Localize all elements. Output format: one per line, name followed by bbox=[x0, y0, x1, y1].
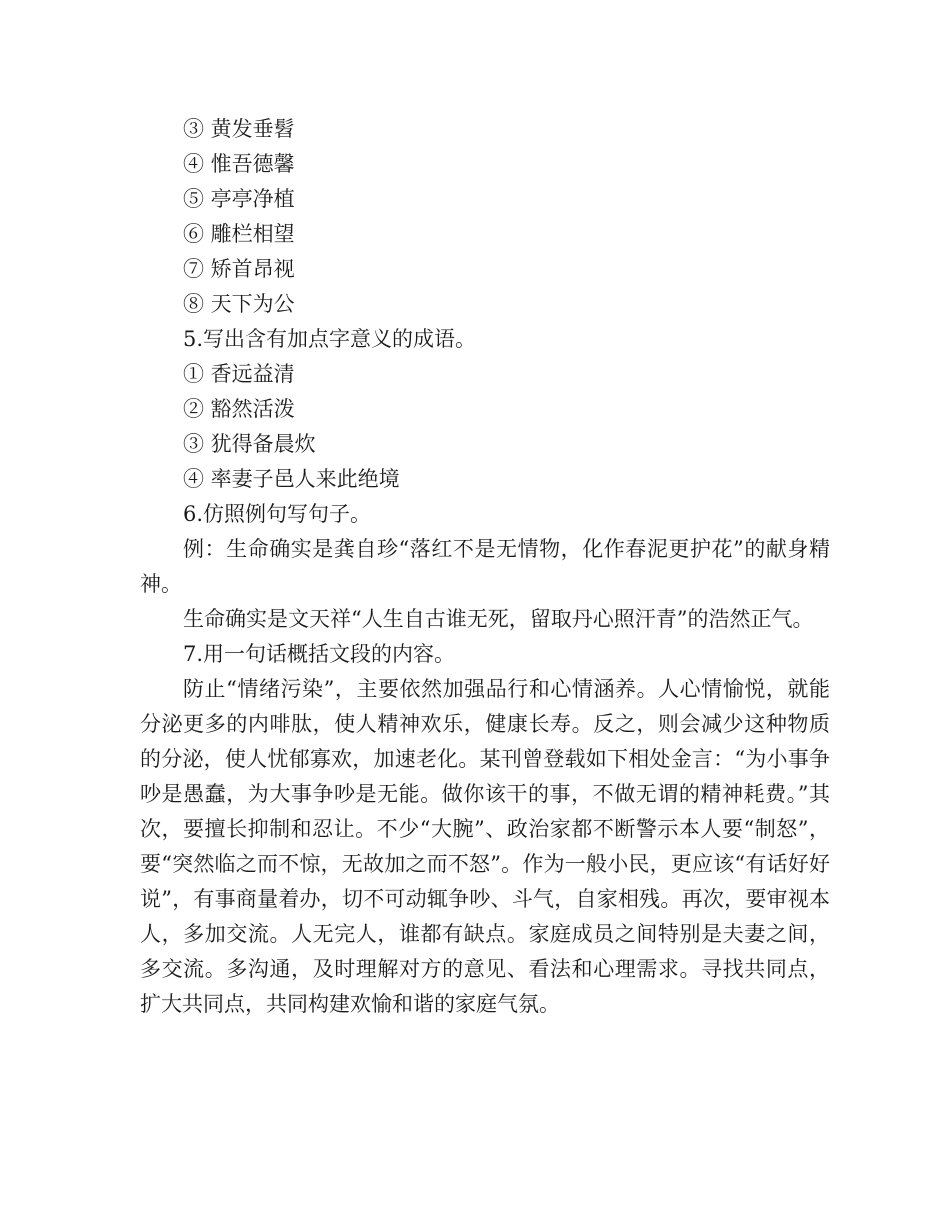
question-7-passage: 防止“情绪污染”，主要依然加强品行和心情涵养。人心情愉悦，就能分泌更多的内啡肽，使人精神欢乐，健康长寿。反之，则会减少这种物质的分泌，使人忧郁寡欢，加速老化。某刊曾登载如下相处金言：“为小事争吵是愚蠢，为大事争吵是无能。做你该干的事，不做无谓的精神耗费。”其次，要擅长抑制和忍让。不少“大腕”、政治家都不断警示本人要“制怒”，要“突然临之而不惊，无故加之而不怒”。作为一般小民，更应该“有话好好说”，有事商量着办，切不可动辄争吵、斗气，自家相残。再次，要审视本人，多加交流。人无完人，谁都有缺点。家庭成员之间特别是夫妻之间，多交流。多沟通，及时理解对方的意见、看法和心理需求。寻找共同点，扩大共同点，共同构建欢愉和谐的家庭气氛。 bbox=[140, 677, 830, 1016]
list-item: ④ 率妻子邑人来此绝境 bbox=[183, 467, 400, 491]
question-6-example: 例：生命确实是龚自珍“落红不是无情物，化作春泥更护花”的献身精神。 bbox=[140, 537, 830, 596]
list-item: ⑥ 雕栏相望 bbox=[183, 222, 295, 246]
list-item: ⑤ 亭亭净植 bbox=[183, 187, 295, 211]
list-item: ① 香远益清 bbox=[183, 362, 295, 386]
question-5-heading: 5.写出含有加点字意义的成语。 bbox=[183, 327, 477, 351]
list-item: ④ 惟吾德馨 bbox=[183, 152, 295, 176]
list-item: ② 豁然活泼 bbox=[183, 397, 295, 421]
document-body bbox=[140, 112, 830, 1022]
question-6-answer: 生命确实是文天祥“人生自古谁无死，留取丹心照汗青”的浩然正气。 bbox=[183, 607, 814, 631]
list-item: ⑦ 矫首昂视 bbox=[183, 257, 295, 281]
list-item: ③ 犹得备晨炊 bbox=[183, 432, 316, 456]
question-7-heading: 7.用一句话概括文段的内容。 bbox=[183, 642, 456, 666]
list-item: ⑧ 天下为公 bbox=[183, 292, 295, 316]
list-item: ③ 黄发垂髫 bbox=[183, 117, 295, 141]
question-6-heading: 6.仿照例句写句子。 bbox=[183, 502, 372, 526]
